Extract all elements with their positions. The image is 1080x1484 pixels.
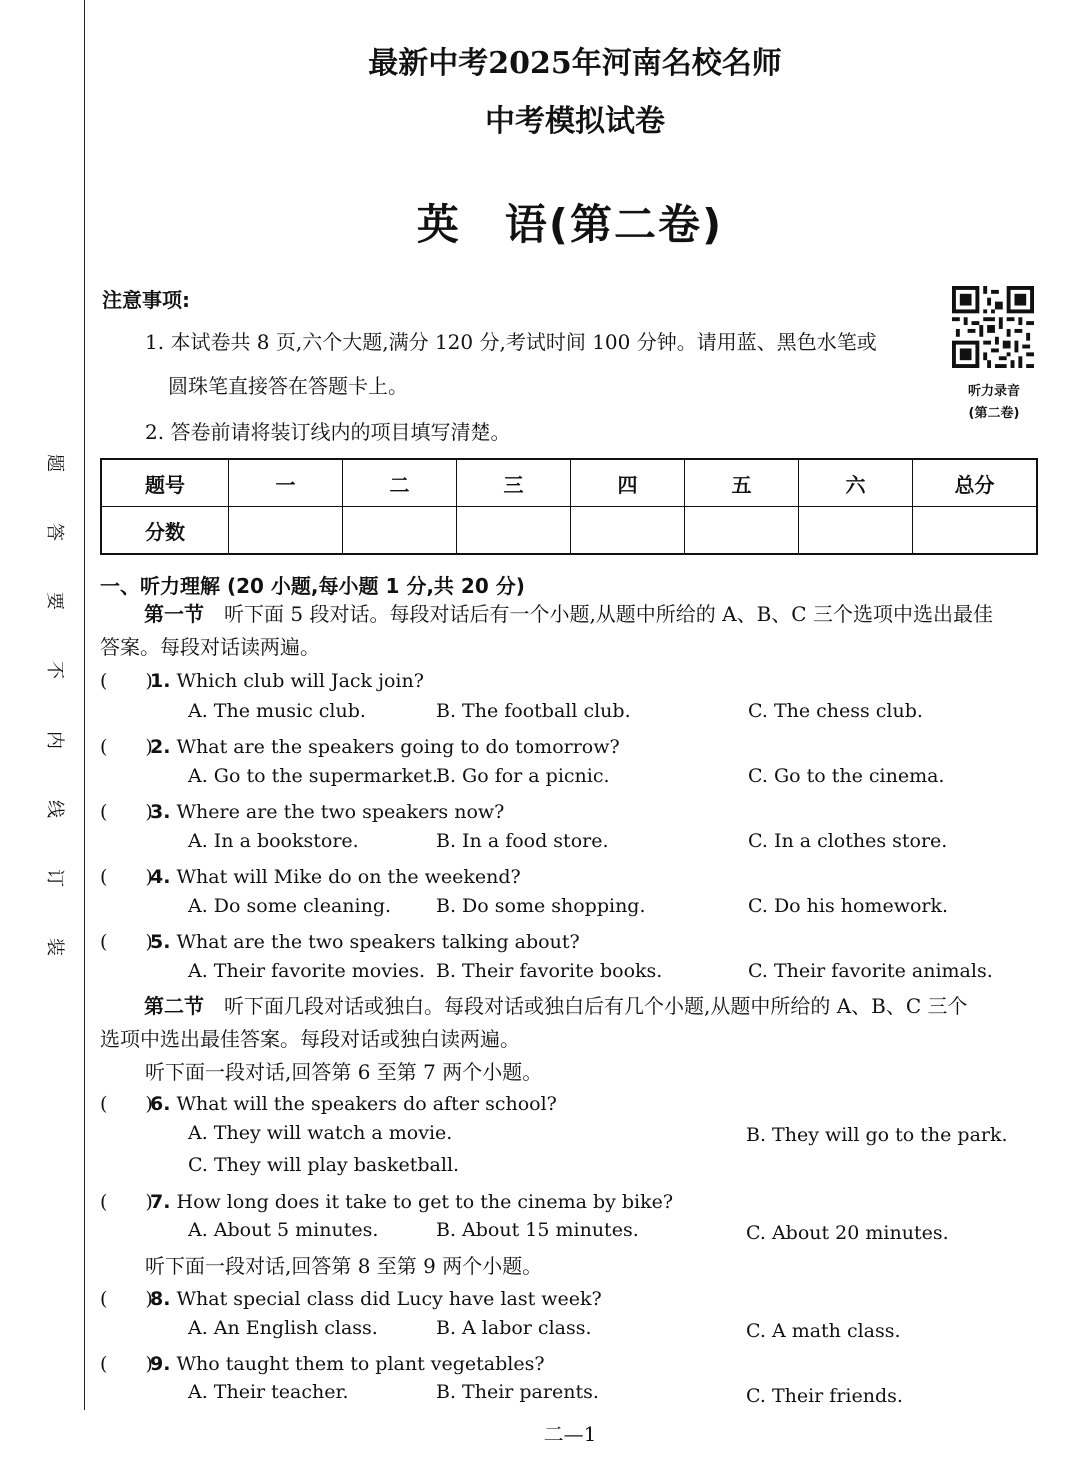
notice-item-1: 1. 本试卷共 8 页,六个大题,满分 120 分,考试时间 100 分钟。请用蓝、黑色水笔或 <box>145 330 877 354</box>
side-char: 内 <box>44 730 65 749</box>
option-c: C. Their favorite animals. <box>748 960 993 982</box>
option-b: B. They will go to the park. <box>746 1124 1008 1146</box>
part2-label: 第二节 <box>144 994 204 1018</box>
question-5 <box>100 927 580 954</box>
question-3 <box>100 797 504 824</box>
table-header-cell: 三 <box>457 459 571 507</box>
option-b: B. A labor class. <box>436 1317 592 1339</box>
option-a: A. About 5 minutes. <box>188 1219 379 1241</box>
question-7 <box>100 1187 673 1214</box>
option-c: C. The chess club. <box>748 700 923 722</box>
option-c: C. In a clothes store. <box>748 830 948 852</box>
score-row-label: 分数 <box>101 507 229 555</box>
question-text: What are the two speakers talking about? <box>176 931 580 953</box>
option-b: B. The football club. <box>436 700 631 722</box>
question-8 <box>100 1284 602 1311</box>
answer-blank[interactable]: ( ) <box>100 931 153 953</box>
score-cell[interactable] <box>229 507 343 555</box>
score-cell[interactable] <box>343 507 457 555</box>
side-char: 题 <box>44 454 65 472</box>
option-b: B. About 15 minutes. <box>436 1219 639 1241</box>
table-header-cell: 题号 <box>101 459 229 507</box>
side-char: 订 <box>44 868 65 887</box>
option-c: C. They will play basketball. <box>188 1154 460 1176</box>
answer-blank[interactable]: ( ) <box>100 736 153 758</box>
question-number: 8. <box>150 1288 171 1310</box>
option-a: A. In a bookstore. <box>188 830 359 852</box>
score-table <box>100 458 1038 555</box>
answer-blank[interactable]: ( ) <box>100 1288 153 1310</box>
answer-blank[interactable]: ( ) <box>100 670 153 692</box>
qr-caption-2: (第二卷) <box>968 406 1020 421</box>
option-b: B. Their favorite books. <box>436 960 663 982</box>
question-number: 2. <box>150 736 171 758</box>
question-9 <box>100 1349 545 1376</box>
notice-item-1-cont: 圆珠笔直接答在答题卡上。 <box>168 374 408 398</box>
dialog-instruction: 听下面一段对话,回答第 8 至第 9 两个小题。 <box>145 1254 543 1278</box>
option-c: C. Go to the cinema. <box>748 765 945 787</box>
question-4 <box>100 862 521 889</box>
question-number: 7. <box>150 1191 171 1213</box>
question-number: 9. <box>150 1353 171 1375</box>
option-b: B. Go for a picnic. <box>436 765 610 787</box>
question-text: What will Mike do on the weekend? <box>176 866 521 888</box>
part2-text: 听下面几段对话或独白。每段对话或独白后有几个小题,从题中所给的 A、B、C 三个 <box>204 994 968 1018</box>
part1-instruction <box>100 598 1045 631</box>
option-a: A. An English class. <box>188 1317 378 1339</box>
side-char: 要 <box>44 592 65 611</box>
option-c: C. Do his homework. <box>748 895 949 917</box>
table-header-cell: 四 <box>571 459 685 507</box>
score-table-score-row <box>101 507 1037 555</box>
score-cell[interactable] <box>571 507 685 555</box>
option-b: B. Do some shopping. <box>436 895 646 917</box>
score-cell[interactable] <box>457 507 571 555</box>
question-text: What are the speakers going to do tomorrow? <box>176 736 620 758</box>
answer-blank[interactable]: ( ) <box>100 1353 153 1375</box>
question-number: 3. <box>150 801 171 823</box>
notice-heading: 注意事项: <box>102 288 190 312</box>
option-b: B. In a food store. <box>436 830 609 852</box>
side-char: 不 <box>44 661 65 680</box>
part1-label: 第一节 <box>144 602 204 626</box>
option-a: A. Go to the supermarket. <box>188 765 439 787</box>
part2-instruction-cont: 选项中选出最佳答案。每段对话或独白读两遍。 <box>100 1027 520 1051</box>
option-a: A. They will watch a movie. <box>188 1122 453 1144</box>
question-number: 5. <box>150 931 171 953</box>
subject-title: 英 语(第二卷) <box>416 200 724 249</box>
answer-blank[interactable]: ( ) <box>100 866 153 888</box>
section-title: 一、听力理解 (20 小题,每小题 1 分,共 20 分) <box>100 574 525 598</box>
question-number: 6. <box>150 1093 171 1115</box>
question-text: What will the speakers do after school? <box>176 1093 557 1115</box>
score-cell[interactable] <box>913 507 1038 555</box>
score-cell[interactable] <box>685 507 799 555</box>
option-c: C. Their friends. <box>746 1385 903 1407</box>
option-a: A. Their teacher. <box>188 1381 349 1403</box>
qr-caption: 听力录音 <box>967 384 1020 399</box>
side-char: 线 <box>44 799 65 818</box>
option-a: A. Their favorite movies. <box>188 960 426 982</box>
answer-blank[interactable]: ( ) <box>100 1093 153 1115</box>
exam-subtitle: 中考模拟试卷 <box>485 104 665 139</box>
question-text: Which club will Jack join? <box>176 670 424 692</box>
answer-blank[interactable]: ( ) <box>100 1191 153 1213</box>
question-6 <box>100 1089 557 1116</box>
option-c: C. A math class. <box>746 1320 901 1342</box>
question-text: What special class did Lucy have last week? <box>176 1288 602 1310</box>
question-1 <box>100 666 424 693</box>
question-text: How long does it take to get to the cinema by bike? <box>176 1191 674 1213</box>
table-header-cell: 总分 <box>913 459 1038 507</box>
dialog-instruction: 听下面一段对话,回答第 6 至第 7 两个小题。 <box>145 1060 543 1084</box>
binding-margin-text <box>44 450 68 960</box>
question-number: 1. <box>150 670 171 692</box>
exam-title: 最新中考2025年河南名校名师 <box>368 46 782 81</box>
option-a: A. The music club. <box>188 700 366 722</box>
table-header-cell: 五 <box>685 459 799 507</box>
score-table-header-row <box>101 459 1037 507</box>
notice-item-2: 2. 答卷前请将装订线内的项目填写清楚。 <box>145 420 511 444</box>
score-cell[interactable] <box>799 507 913 555</box>
page-number: 二—1 <box>543 1422 597 1446</box>
part1-text: 听下面 5 段对话。每段对话后有一个小题,从题中所给的 A、B、C 三个选项中选出最佳 <box>204 602 993 626</box>
option-c: C. About 20 minutes. <box>746 1222 949 1244</box>
answer-blank[interactable]: ( ) <box>100 801 153 823</box>
side-char: 答 <box>44 523 65 542</box>
table-header-cell: 二 <box>343 459 457 507</box>
option-a: A. Do some cleaning. <box>188 895 392 917</box>
qr-code-icon[interactable] <box>952 286 1034 368</box>
table-header-cell: 六 <box>799 459 913 507</box>
part1-instruction-cont: 答案。每段对话读两遍。 <box>100 635 320 659</box>
question-text: Who taught them to plant vegetables? <box>176 1353 545 1375</box>
question-number: 4. <box>150 866 171 888</box>
option-b: B. Their parents. <box>436 1381 599 1403</box>
side-char: 装 <box>44 937 65 956</box>
table-header-cell: 一 <box>229 459 343 507</box>
part2-instruction <box>100 990 1045 1023</box>
question-text: Where are the two speakers now? <box>176 801 505 823</box>
question-2 <box>100 732 620 759</box>
